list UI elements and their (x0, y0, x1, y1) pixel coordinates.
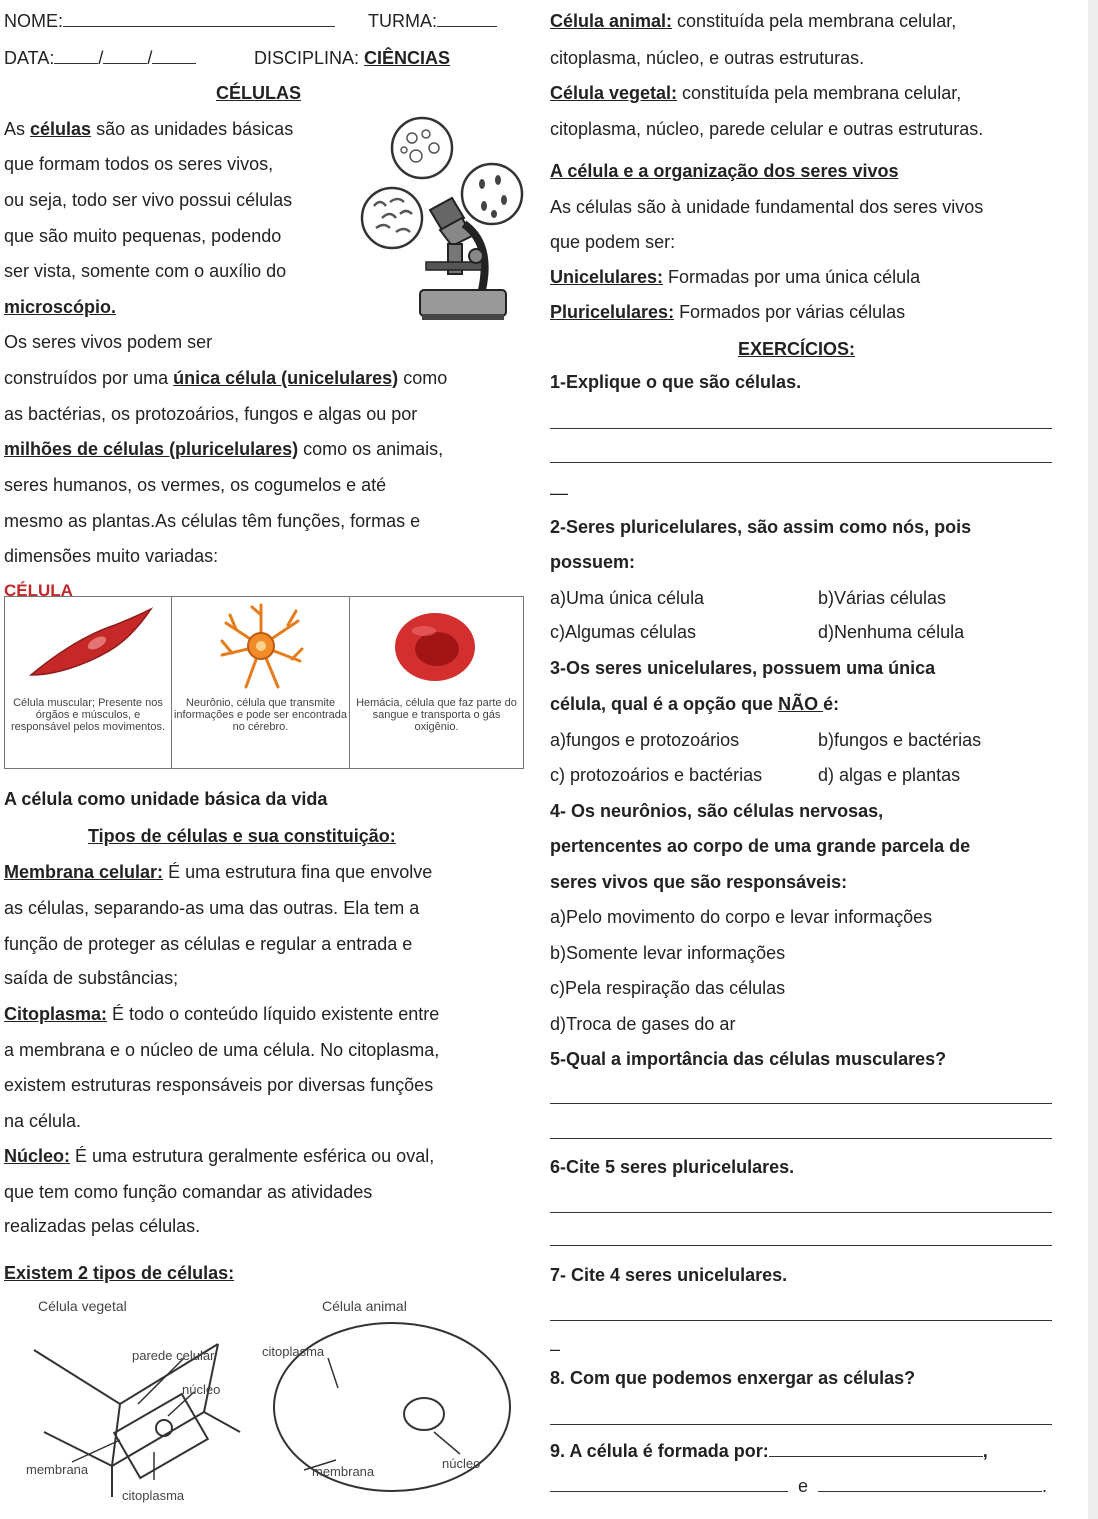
cell-diagram-drawing (4, 1292, 524, 1517)
unit-heading: A célula como unidade básica da vida (4, 789, 328, 809)
answer-line-q5-2[interactable] (550, 1138, 1052, 1139)
question-6: 6-Cite 5 seres pluricelulares. (550, 1157, 795, 1177)
question-2-line-1: 2-Seres pluricelulares, são assim como nós, pois (550, 517, 972, 537)
pluricelulares-line: Pluricelulares: Formados por várias células (550, 302, 906, 322)
term-celulas: células (30, 119, 92, 139)
answer-line-q1-1[interactable] (550, 428, 1052, 429)
red-blood-cell-image (390, 607, 480, 687)
citoplasma-line-2: a membrana e o núcleo de uma célula. No citoplasma, (4, 1040, 440, 1060)
nucleo-line-1: Núcleo: É uma estrutura geralmente esférica ou oval, (4, 1146, 435, 1166)
intro-line-6: microscópio. (4, 297, 117, 317)
p2-line-5: seres humanos, os vermes, os cogumelos e até (4, 475, 387, 495)
term-nucleo: Núcleo: (4, 1146, 71, 1166)
question-4-line-2: pertencentes ao corpo de uma grande parcela de (550, 836, 971, 856)
label-citoplasma-animal: citoplasma (262, 1344, 325, 1359)
term-pluricelulares-right: Pluricelulares: (550, 302, 675, 322)
data-year-blank[interactable] (152, 47, 196, 64)
q3-option-c[interactable]: c) protozoários e bactérias (550, 765, 763, 785)
q1-dash: — (550, 483, 568, 503)
answer-line-q6-1[interactable] (550, 1212, 1052, 1213)
term-membrana: Membrana celular: (4, 862, 164, 882)
question-5: 5-Qual a importância das células musculares? (550, 1049, 947, 1069)
q9-blank-2[interactable] (550, 1475, 788, 1492)
membrana-line-2: as células, separando-as uma das outras. Ela tem a (4, 898, 420, 918)
nome-label: NOME: (4, 11, 64, 31)
intro-line-1: As células são as unidades básicas (4, 119, 294, 139)
q3-option-a[interactable]: a)fungos e protozoários (550, 730, 740, 750)
data-day-blank[interactable] (54, 47, 98, 64)
q9-blank-3[interactable] (818, 1475, 1042, 1492)
turma-field[interactable] (368, 10, 497, 32)
citoplasma-line-3: existem estruturas responsáveis por diversas funções (4, 1075, 434, 1095)
question-3-line-1: 3-Os seres unicelulares, possuem uma única (550, 658, 936, 678)
cell-neuronio (172, 597, 350, 768)
intro-line-4: que são muito pequenas, podendo (4, 226, 282, 246)
question-4-line-3: seres vivos que são responsáveis: (550, 872, 848, 892)
nucleo-line-3: realizadas pelas células. (4, 1216, 201, 1236)
q2-option-c[interactable]: c)Algumas células (550, 622, 697, 642)
q4-option-a[interactable]: a)Pelo movimento do corpo e levar informações (550, 907, 933, 927)
label-nucleo-vegetal: núcleo (182, 1382, 221, 1397)
label-nucleo-animal: núcleo (442, 1456, 481, 1471)
unicelulares-line: Unicelulares: Formadas por uma única célula (550, 267, 921, 287)
nucleo-line-2: que tem como função comandar as atividades (4, 1182, 373, 1202)
turma-blank[interactable] (437, 10, 497, 27)
cell-muscular (5, 597, 172, 768)
q9-blank-1[interactable] (769, 1440, 983, 1457)
page-edge (1088, 0, 1098, 1519)
animal-title: Célula animal (322, 1298, 407, 1314)
term-nao: NÃO (778, 694, 824, 714)
label-membrana-vegetal: membrana (26, 1462, 89, 1477)
caption-hemacia: Hemácia, célula que faz parte do sangue e transporta o gás oxigênio. (356, 697, 517, 733)
q2-option-a[interactable]: a)Uma única célula (550, 588, 705, 608)
p2-line-7: dimensões muito variadas: (4, 546, 219, 566)
caption-neuronio: Neurônio, célula que transmite informações e pode ser encontrada no cérebro. (173, 697, 348, 733)
question-9: 9. A célula é formada por: , (550, 1441, 988, 1461)
membrana-line-4: saída de substâncias; (4, 968, 179, 988)
p2-line-4: milhões de células (pluricelulares) como os animais, (4, 439, 444, 459)
label-membrana-animal: membrana (312, 1464, 375, 1479)
disciplina-label: DISCIPLINA: (254, 48, 360, 68)
nome-blank[interactable] (63, 10, 335, 27)
data-label: DATA: (4, 48, 55, 68)
animal-def-line-1: Célula animal: constituída pela membrana celular, (550, 11, 957, 31)
label-citoplasma-vegetal: citoplasma (122, 1488, 185, 1503)
microscope-illustration (360, 114, 526, 322)
q2-option-b[interactable]: b)Várias células (818, 588, 947, 608)
org-line-2: que podem ser: (550, 232, 676, 252)
q3-option-d[interactable]: d) algas e plantas (818, 765, 961, 785)
org-line-1: As células são à unidade fundamental dos seres vivos (550, 197, 984, 217)
exercicios-heading: EXERCÍCIOS: (738, 339, 856, 359)
p2-line-3: as bactérias, os protozoários, fungos e algas ou por (4, 404, 418, 424)
term-celula-vegetal: Célula vegetal: (550, 83, 678, 103)
org-heading: A célula e a organização dos seres vivos (550, 161, 899, 181)
question-3-line-2: célula, qual é a opção que NÃO é: (550, 694, 840, 714)
term-citoplasma: Citoplasma: (4, 1004, 108, 1024)
vegetal-def-line-1: Célula vegetal: constituída pela membrana celular, (550, 83, 962, 103)
answer-line-q1-2[interactable] (550, 462, 1052, 463)
q3-option-b[interactable]: b)fungos e bactérias (818, 730, 982, 750)
answer-line-q8-1[interactable] (550, 1424, 1052, 1425)
vegetal-def-line-2: citoplasma, núcleo, parede celular e outras estruturas. (550, 119, 984, 139)
q4-option-b[interactable]: b)Somente levar informações (550, 943, 786, 963)
disciplina-value: CIÊNCIAS (364, 48, 451, 68)
answer-line-q6-2[interactable] (550, 1245, 1052, 1246)
citoplasma-line-4: na célula. (4, 1111, 82, 1131)
animal-def-line-2: citoplasma, núcleo, e outras estruturas. (550, 48, 865, 68)
cell-types-table (4, 596, 524, 769)
question-7: 7- Cite 4 seres unicelulares. (550, 1265, 788, 1285)
answer-line-q7-1[interactable] (550, 1320, 1052, 1321)
nome-field[interactable] (4, 10, 335, 32)
cell-hemacia (350, 597, 523, 768)
q4-option-c[interactable]: c)Pela respiração das células (550, 978, 786, 998)
q2-option-d[interactable]: d)Nenhuma célula (818, 622, 965, 642)
intro-line-3: ou seja, todo ser vivo possui células (4, 190, 293, 210)
question-4-line-1: 4- Os neurônios, são células nervosas, (550, 801, 884, 821)
muscle-cell-image (25, 605, 155, 685)
cell-diagram (4, 1292, 524, 1517)
term-unicelulares-right: Unicelulares: (550, 267, 664, 287)
data-field[interactable]: DATA: / / (4, 47, 196, 69)
label-parede-celular: parede celular (132, 1348, 215, 1363)
membrana-line-3: função de proteger as células e regular a entrada e (4, 934, 413, 954)
unit-subheading: Tipos de células e sua constituição: (88, 826, 396, 846)
q7-dash: – (550, 1339, 561, 1359)
q9-line-2: e . (550, 1475, 1047, 1497)
intro-line-5: ser vista, somente com o auxílio do (4, 261, 287, 281)
data-month-blank[interactable] (103, 47, 147, 64)
celula-label: CÉLULA (4, 581, 73, 600)
answer-line-q5-1[interactable] (550, 1103, 1052, 1104)
page-title: CÉLULAS (216, 83, 301, 103)
caption-muscular: Célula muscular; Presente nos órgãos e músculos, e responsável pelos movimentos. (10, 697, 166, 733)
p2-line-1: Os seres vivos podem ser (4, 332, 213, 352)
turma-label: TURMA: (368, 11, 437, 31)
intro-line-2: que formam todos os seres vivos, (4, 154, 274, 174)
disciplina-field (254, 47, 450, 69)
q4-option-d[interactable]: d)Troca de gases do ar (550, 1014, 736, 1034)
question-2-line-2: possuem: (550, 552, 636, 572)
term-celula-animal: Célula animal: (550, 11, 673, 31)
membrana-line-1: Membrana celular: É uma estrutura fina que envolve (4, 862, 433, 882)
p2-line-6: mesmo as plantas.As células têm funções, formas e (4, 511, 421, 531)
neuron-image (216, 601, 306, 691)
vegetal-title: Célula vegetal (38, 1298, 127, 1314)
question-1: 1-Explique o que são células. (550, 372, 802, 392)
question-8: 8. Com que podemos enxergar as células? (550, 1368, 916, 1388)
tipos-heading: Existem 2 tipos de células: (4, 1263, 235, 1283)
term-pluricelulares: milhões de células (pluricelulares) (4, 439, 299, 459)
term-unicelulares: única célula (unicelulares) (173, 368, 399, 388)
citoplasma-line-1: Citoplasma: É todo o conteúdo líquido existente entre (4, 1004, 440, 1024)
p2-line-2: construídos por uma única célula (unicelulares) como (4, 368, 448, 388)
